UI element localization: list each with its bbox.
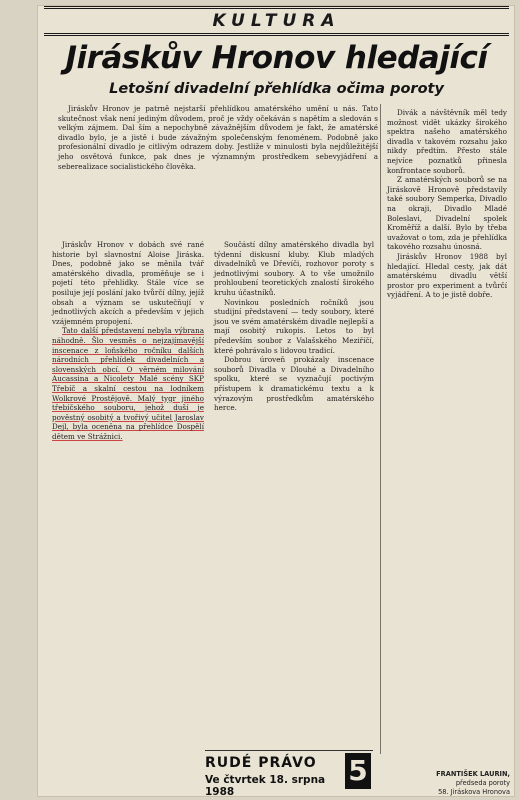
publication-name: RUDÉ PRÁVO xyxy=(205,755,317,771)
subheadline: Letošní divadelní přehlídka očima poroty xyxy=(109,81,444,97)
author-org: 58. Jiráskova Hronova xyxy=(438,788,510,796)
article-column-2 xyxy=(214,240,374,413)
article-column-1 xyxy=(52,240,204,441)
lead-paragraph: Jiráskův Hronov je patrně nejstarší přehlídkou amatérského umění u nás. Tato skutečnost však není jediným důvodem, proč je vždy očekáván s napětím a sledován s velkým zájmem. Dal ším a nepochybně závažnějším důvodem je fakt, že amatérské divadlo bylo, je a jistě i bude závažným společenským fenoménem. Podobně jako profesionální divadlo je citlivým odrazem doby. Jestliže v minulosti byla nejdůležitější jeho osvětová funkce, pak dnes je významným prostředkem sebevyjádření a seberealizace socialistického člověka. xyxy=(58,104,378,171)
paragraph: Jiráskův Hronov 1988 byl hledající. Hledal cesty, jak dát amatérskému divadlu větší prostor pro experiment a tvůrčí vyjádření. A to je jistě dobře. xyxy=(387,251,507,300)
column-divider xyxy=(380,104,381,754)
headline: Jiráskův Hronov hledající xyxy=(65,40,488,76)
paragraph: Součástí dílny amatérského divadla byl týdenní diskusní kluby. Klub mladých divadelníků ve Dřevíči, rozhovor poroty s jednotlivými soubory. A to vše umožnilo prohloubení teoretických znalostí širokého kruhu účastníků. xyxy=(214,240,374,297)
paragraph-underlined: Tato další představení nebyla výbrana náhodně. Šlo vesměs o nejzajímavější inscenace z loňského ročníku dalších národních přehlídek divadelních a slovenských obcí. O věrném milování Aucassina a Nicolety Malé scény SKP Třebíč a skalní cestou na lodníkem Wolkrové Prostějově. Malý tygr jiného třebíčského souboru, jehož duší je pověstný osobitý a tvořivý učitel Jaroslav Dejl, byla oceněna na přehlídce Dospělí dětem ve Strážnici. xyxy=(52,326,204,441)
author-signature xyxy=(400,770,510,797)
paragraph: Dobrou úroveň prokázaly inscenace souborů Divadla v Dlouhé a Divadelního spolku, které se vyznačují poctivým přístupem k dramatickému textu a k výrazovým prostředkům amatérského herce. xyxy=(214,355,374,413)
page-number: 5 xyxy=(345,753,371,789)
section-rubric: KULTURA xyxy=(44,6,509,36)
masthead-footer xyxy=(205,750,373,798)
author-role: předseda poroty xyxy=(455,779,510,787)
paragraph: Divák a návštěvník měl tedy možnost vidět ukázky širokého spektra našeho amatérského divadla v takovém rozsahu jako nikdy předtím. Přesto stále nejvíce poznatků přinesla konfrontace souborů. xyxy=(387,108,507,175)
paragraph: Jiráskův Hronov v dobách své rané historie byl slavnostní Aloise Jiráska. Dnes, podobně jako se měnila tvář amatérského divadla, proměňuje se i pojetí této přehlídky. Stále více se posiluje její poslání jako tvůrčí dílny, jejíž obsah a význam se uskutečňují v jednotlivých akcích a především v jejich vzájemném propojení. xyxy=(52,240,204,326)
paragraph: Novinkou posledních ročníků jsou studijní představení — tedy soubory, které jsou ve svém amatérském divadle nejlepší a mají osobitý rukopis. Letos to byl především soubor z Valašského Meziříčí, které pohrávalo s lidovou tradicí. xyxy=(214,297,374,355)
publication-date: Ve čtvrtek 18. srpna 1988 xyxy=(205,774,326,798)
paragraph: Z amatérských souborů se na Jiráskově Hronově představily také soubory Semperka, Divadlo na okraji, Divadlo Mladé Boleslavi, Divadelní spolek Kroměříž a další. Bylo by třeba uvažovat o tom, zda je přehlídka takového rozsahu únosná. xyxy=(387,175,507,252)
article-column-3 xyxy=(387,108,507,300)
author-name: FRANTIŠEK LAURIN, xyxy=(436,770,510,778)
